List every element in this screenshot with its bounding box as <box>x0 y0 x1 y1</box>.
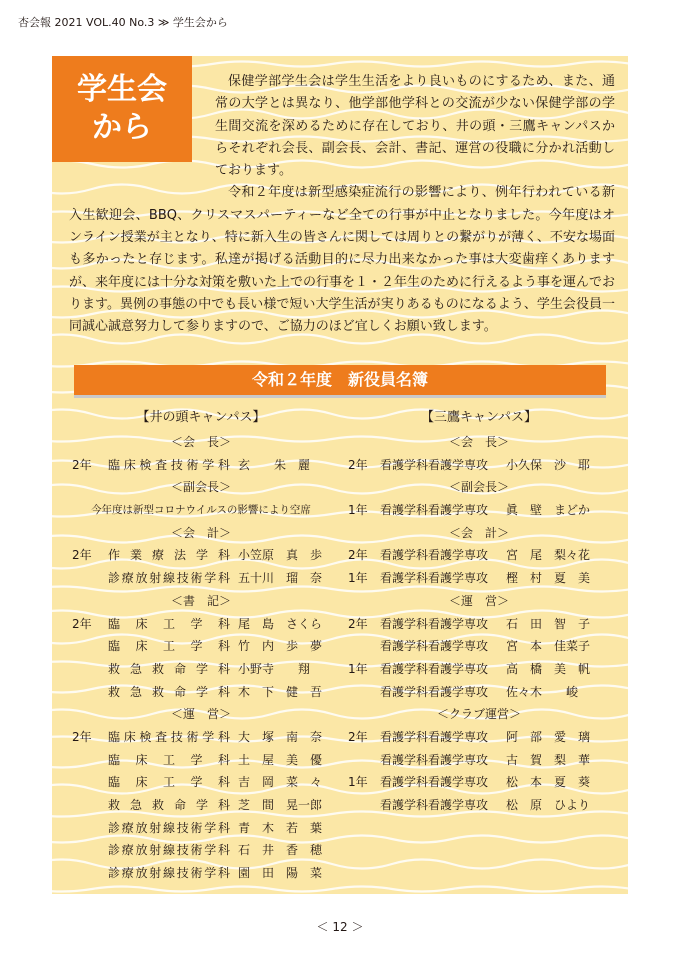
role-heading: ＜会 長＞ <box>448 435 509 449</box>
role-heading: ＜副会長＞ <box>170 480 231 495</box>
member-dept: 臨床工学科 <box>108 775 230 790</box>
member-row <box>348 499 610 522</box>
member-name: 小野寺 翔 <box>238 661 311 676</box>
member-year <box>72 794 108 817</box>
member-name: 佐々木 峻 <box>506 684 579 699</box>
member-year <box>348 635 380 658</box>
member-row <box>72 613 330 636</box>
role-heading: ＜会 計＞ <box>448 525 509 540</box>
member-year <box>72 839 108 862</box>
role-heading: ＜クラブ運営＞ <box>436 707 521 722</box>
member-year <box>72 658 108 681</box>
member-year <box>72 635 108 658</box>
member-name: 高 橋 美 帆 <box>506 661 591 676</box>
member-row <box>72 635 330 658</box>
member-row <box>72 771 330 794</box>
member-row <box>348 681 610 704</box>
member-row <box>72 681 330 704</box>
role-heading: ＜運 営＞ <box>448 593 509 608</box>
member-year: 2年 <box>72 457 92 472</box>
member-name: 青 木 若 葉 <box>238 820 323 835</box>
member-row <box>348 544 610 567</box>
vacant-note: 今年度は新型コロナウイルスの影響により空席 <box>91 504 311 517</box>
member-row <box>348 454 610 477</box>
member-dept: 診療放射線技術学科 <box>108 820 230 835</box>
wave-line <box>52 887 628 892</box>
member-name: 玄 朱 麗 <box>238 457 311 472</box>
member-name: 小久保 沙 耶 <box>506 457 591 472</box>
member-dept: 看護学科看護学専攻 <box>380 457 489 472</box>
member-name: 阿 部 愛 璃 <box>506 729 591 744</box>
member-dept: 作業療法学科 <box>108 548 230 563</box>
member-name: 吉 岡 菜 々 <box>238 775 323 790</box>
member-row <box>72 749 330 772</box>
member-dept: 臨床検査技術学科 <box>108 457 230 472</box>
intro-paragraph-2: 令和２年度は新型感染症流行の影響により、例年行われている新入生歓迎会、BBQ、クリスマスパーティーなど全ての行事が中止となりました。今年度はオンライン授業が主となり、特に新入生の皆さんに関しては周りとの繋がりが薄く、不安な場面も多かったと存じます。私達が掲げる活動目的に尽力出来なかった事は大変歯痒くありますが、来年度には十分な対策を敷いた上での行事を１・２年生のために行えるよう事を運んでおります。異例の事態の中でも長い様で短い大学生活が実りあるものになるよう、学生会役員一同誠心誠意努力して参りますので、ご協力のほど宜しくお願い致します。 <box>69 185 616 335</box>
member-dept: 診療放射線技術学科 <box>108 571 230 586</box>
roster-left-column <box>72 405 330 885</box>
member-row <box>348 613 610 636</box>
member-dept: 看護学科看護学専攻 <box>380 661 489 676</box>
article-panel <box>52 56 628 894</box>
member-dept: 看護学科看護学専攻 <box>380 798 489 812</box>
member-row <box>348 726 610 749</box>
role-heading: ＜運 営＞ <box>170 707 231 722</box>
member-name: 石 田 智 子 <box>506 616 591 631</box>
page-header: 杏会報 2021 VOL.40 No.3 ≫ 学生会から <box>18 16 228 29</box>
member-dept: 臨床工学科 <box>108 616 230 631</box>
member-row <box>72 817 330 840</box>
member-dept: 看護学科看護学専攻 <box>380 571 489 586</box>
member-name: 芝 間 晃一郎 <box>238 798 323 812</box>
member-year: 2年 <box>72 616 92 631</box>
member-name: 園 田 陽 菜 <box>238 866 323 881</box>
member-name: 石 井 香 穂 <box>238 843 323 858</box>
member-dept: 看護学科看護学専攻 <box>380 639 489 654</box>
member-row <box>72 726 330 749</box>
member-name: 松 原 ひより <box>506 798 591 812</box>
member-dept: 看護学科看護学専攻 <box>380 729 489 744</box>
member-row <box>72 544 330 567</box>
member-row <box>348 658 610 681</box>
member-dept: 救急救命学科 <box>108 684 230 699</box>
member-year: 2年 <box>72 548 92 563</box>
member-dept: 救急救命学科 <box>108 798 230 812</box>
roster-right-column <box>348 405 610 817</box>
member-year <box>348 681 380 704</box>
member-dept: 診療放射線技術学科 <box>108 866 230 881</box>
member-year <box>72 681 108 704</box>
member-name: 土 屋 美 優 <box>238 752 323 767</box>
member-dept: 看護学科看護学専攻 <box>380 684 489 699</box>
member-name: 小笠原 真 歩 <box>238 548 323 563</box>
member-row <box>348 635 610 658</box>
roster-banner: 令和２年度 新役員名簿 <box>74 365 606 395</box>
member-dept: 救急救命学科 <box>108 661 230 676</box>
section-title-line1: 学生会 <box>77 72 167 107</box>
member-dept: 看護学科看護学専攻 <box>380 616 489 631</box>
page-number: ＜ 12 ＞ <box>316 920 364 934</box>
member-row <box>72 794 330 817</box>
member-name: 竹 内 歩 夢 <box>238 639 323 654</box>
member-year: 2年 <box>348 616 368 631</box>
member-dept: 看護学科看護学専攻 <box>380 503 489 518</box>
member-name: 木 下 健 吾 <box>238 684 323 699</box>
member-dept: 看護学科看護学専攻 <box>380 548 489 563</box>
member-row <box>348 749 610 772</box>
member-dept: 臨床工学科 <box>108 639 230 654</box>
role-heading: ＜副会長＞ <box>448 480 509 495</box>
campus-heading-inokashira: 【井の頭キャンパス】 <box>136 410 266 425</box>
member-year <box>72 817 108 840</box>
role-heading: ＜書 記＞ <box>170 593 231 608</box>
member-year: 2年 <box>72 729 92 744</box>
intro-text <box>69 71 615 339</box>
member-row <box>72 454 330 477</box>
member-year <box>72 567 108 590</box>
member-year: 2年 <box>348 729 368 744</box>
member-name: 宮 本 佳菜子 <box>506 639 591 654</box>
member-name: 古 賀 梨 華 <box>506 752 591 767</box>
member-name: 大 塚 南 奈 <box>238 729 323 744</box>
member-name: 松 本 夏 葵 <box>506 775 591 790</box>
member-year <box>72 749 108 772</box>
member-row <box>348 794 610 817</box>
member-dept: 診療放射線技術学科 <box>108 843 230 858</box>
member-year: 1年 <box>348 661 368 676</box>
member-dept: 看護学科看護学専攻 <box>380 752 489 767</box>
member-name: 五十川 瑠 奈 <box>238 571 323 586</box>
member-year: 2年 <box>348 548 368 563</box>
member-row <box>72 567 330 590</box>
member-year: 1年 <box>348 775 368 790</box>
member-name: 眞 壁 まどか <box>506 503 591 518</box>
member-year <box>72 771 108 794</box>
campus-heading-mitaka: 【三鷹キャンパス】 <box>420 410 538 425</box>
member-year <box>348 794 380 817</box>
member-row <box>72 658 330 681</box>
member-row <box>348 771 610 794</box>
member-year: 1年 <box>348 571 368 586</box>
intro-paragraph-1: 保健学部学生会は学生生活をより良いものにするため、また、通常の大学とは異なり、他学部他学科との交流が少ない保健学部の学生間交流を深めるために存在しており、井の頭・三鷹キャンパスからそれぞれ会長、副会長、会計、書記、運営の役職に分かれ活動しております。 <box>215 74 615 179</box>
member-row <box>72 862 330 885</box>
member-dept: 臨床工学科 <box>108 752 230 767</box>
member-row <box>348 567 610 590</box>
member-name: 樫 村 夏 美 <box>506 571 591 586</box>
role-heading: ＜会 長＞ <box>170 435 231 449</box>
member-year: 2年 <box>348 457 368 472</box>
member-year <box>72 862 108 885</box>
member-year: 1年 <box>348 503 368 518</box>
section-title-line2: から <box>92 110 152 145</box>
member-dept: 臨床検査技術学科 <box>108 729 230 744</box>
member-dept: 看護学科看護学専攻 <box>380 775 489 790</box>
member-year <box>348 749 380 772</box>
member-row <box>72 839 330 862</box>
member-name: 宮 尾 梨々花 <box>506 548 591 563</box>
role-heading: ＜会 計＞ <box>170 525 231 540</box>
member-name: 尾 島 さくら <box>238 616 323 631</box>
